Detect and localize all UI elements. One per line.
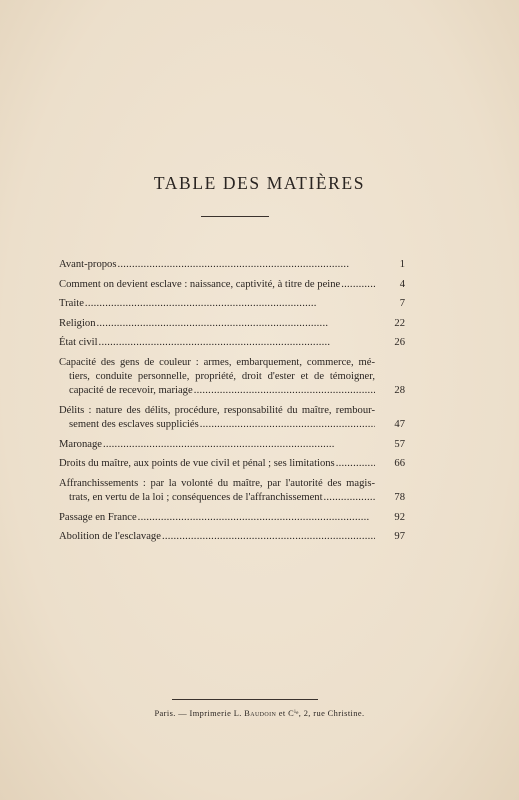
toc-entry: [59, 258, 405, 272]
dot-leader: [117, 258, 375, 272]
toc-entry-label: trats, en vertu de la loi ; conséquences de l'affranchissement: [69, 492, 323, 504]
toc-entry-label: Religion: [59, 317, 96, 329]
toc-entry: [59, 278, 405, 292]
toc-entry: [59, 477, 405, 505]
toc-entry-page: 97: [394, 531, 405, 543]
imprint-printer-name: Baudoin: [244, 709, 277, 718]
toc-entry-label: Passage en France: [59, 511, 137, 523]
toc-entry-page: 78: [394, 492, 405, 504]
imprint-prefix: Imprimerie L.: [189, 709, 242, 718]
toc-entry: [59, 438, 405, 452]
toc-entry-page: 26: [394, 337, 405, 349]
dot-leader: [341, 278, 375, 292]
imprint-suffix: et Cⁱᵉ, 2, rue Christine.: [278, 709, 365, 718]
printer-imprint: [0, 708, 519, 718]
toc-entry: [59, 336, 405, 350]
dot-leader: [200, 418, 375, 432]
toc-entry-page: 28: [394, 385, 405, 397]
dot-leader: [336, 457, 375, 471]
toc-entry: [59, 297, 405, 311]
footer-rule: [172, 699, 318, 700]
title-rule: [201, 216, 269, 217]
toc-entry-line: Capacité des gens de couleur : armes, embarquement, commerce, mé-: [59, 356, 375, 368]
toc-entry-label: État civil: [59, 337, 98, 349]
dot-leader: [324, 491, 375, 505]
toc-entry-page: 4: [399, 278, 405, 290]
toc-entry-label: Droits du maître, aux points de vue civil et pénal ; ses limitations: [59, 458, 335, 470]
toc-entry-label: Maronage: [59, 438, 102, 450]
dot-leader: [162, 530, 375, 544]
dot-leader: [194, 384, 375, 398]
toc-entry-page: 47: [394, 419, 405, 431]
toc-entry-label: Comment on devient esclave : naissance, captivité, à titre de peine: [59, 278, 341, 290]
toc-entry-page: 7: [399, 298, 405, 310]
toc-entry: [59, 511, 405, 525]
imprint-dash: —: [178, 709, 188, 718]
toc-entry: [59, 457, 405, 471]
toc-entry: [59, 317, 405, 331]
dot-leader: [85, 297, 375, 311]
toc-entry-line: tiers, conduite personnelle, propriété, droit d'ester et de témoigner,: [69, 371, 375, 383]
toc-entry-page: 1: [399, 259, 405, 270]
toc-entry: [59, 404, 405, 432]
dot-leader: [99, 336, 375, 350]
toc-entry: [59, 530, 405, 544]
imprint-city: Paris.: [154, 709, 176, 718]
toc-entry-label: sement des esclaves suppliciés: [69, 419, 199, 431]
toc-entry-page: 66: [394, 458, 405, 470]
toc-entry-page: 57: [394, 438, 405, 450]
toc-entry-page: 92: [394, 511, 405, 523]
dot-leader: [97, 317, 376, 331]
toc-entry-page: 22: [394, 317, 405, 329]
dot-leader: [138, 511, 375, 525]
toc-entry-line: Affranchissements : par la volonté du maître, par l'autorité des magis-: [59, 477, 375, 489]
table-of-contents: [59, 258, 405, 550]
toc-entry-label: Avant-propos: [59, 259, 117, 270]
toc-entry-label: Abolition de l'esclavage: [59, 531, 161, 543]
page-title: TABLE DES MATIÈRES: [153, 173, 366, 193]
toc-entry-line: Délits : nature des délits, procédure, responsabilité du maître, rembour-: [59, 404, 375, 416]
toc-entry-label: capacité de recevoir, mariage: [69, 385, 193, 397]
toc-entry-label: Traite: [59, 298, 84, 310]
dot-leader: [103, 438, 375, 452]
toc-entry: [59, 356, 405, 399]
